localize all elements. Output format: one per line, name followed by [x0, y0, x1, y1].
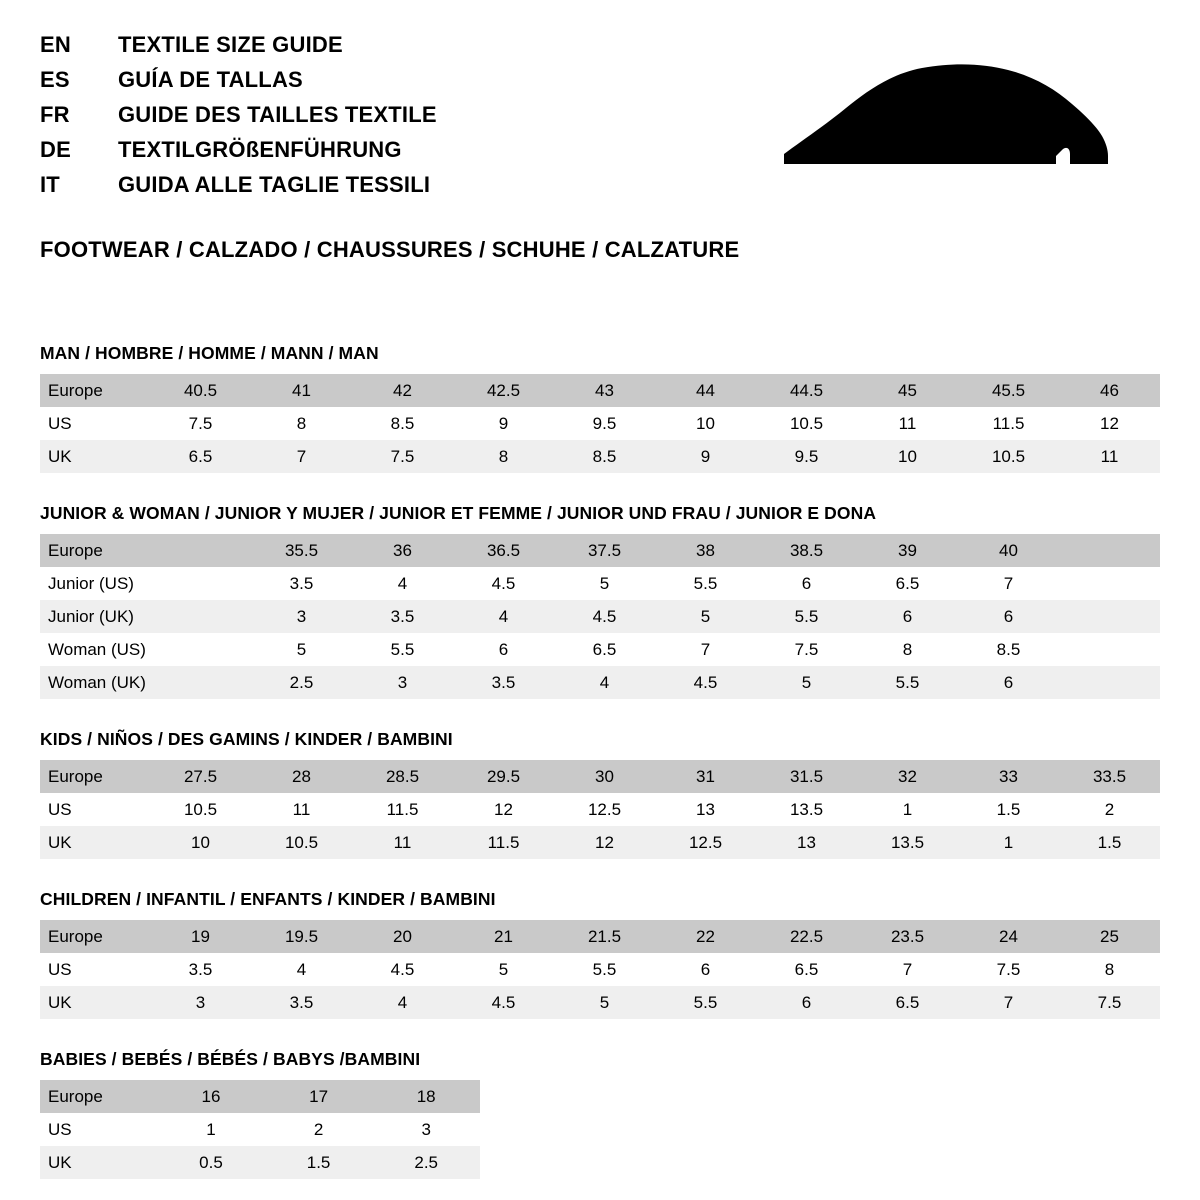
cell: 11.5: [352, 793, 453, 826]
cell: 31.5: [756, 760, 857, 793]
cell: [1059, 633, 1160, 666]
cell: 1: [958, 826, 1059, 859]
cell: 10: [857, 440, 958, 473]
cell: 8.5: [958, 633, 1059, 666]
language-title: TEXTILGRÖßENFÜHRUNG: [118, 137, 402, 162]
cell: 12.5: [554, 793, 655, 826]
row-label: US: [40, 1113, 157, 1146]
cell: 3.5: [453, 666, 554, 699]
section-title: KIDS / NIÑOS / DES GAMINS / KINDER / BAMBINI: [40, 729, 453, 749]
row-label: UK: [40, 440, 150, 473]
cell: 12: [453, 793, 554, 826]
cell: 4.5: [453, 986, 554, 1019]
cell: 5.5: [756, 600, 857, 633]
cell: 46: [1059, 374, 1160, 407]
section-junior-woman: [40, 503, 1160, 699]
row-label: UK: [40, 986, 150, 1019]
cell: 5: [655, 600, 756, 633]
table-row: [40, 666, 1160, 699]
cell: 9: [453, 407, 554, 440]
table-row: [40, 1113, 480, 1146]
language-code: DE: [40, 137, 71, 162]
row-label: Woman (UK): [40, 666, 150, 699]
cell: 40.5: [150, 374, 251, 407]
size-table-man: [40, 374, 1160, 473]
language-row: [40, 104, 437, 126]
cell: 11: [352, 826, 453, 859]
cell: 23.5: [857, 920, 958, 953]
cell: 22: [655, 920, 756, 953]
language-title: GUÍA DE TALLAS: [118, 67, 303, 92]
row-label: Europe: [40, 1080, 157, 1113]
cell: 8.5: [352, 407, 453, 440]
cell: 2.5: [251, 666, 352, 699]
language-title: GUIDA ALLE TAGLIE TESSILI: [118, 172, 431, 197]
row-label: US: [40, 953, 150, 986]
cell: 4: [554, 666, 655, 699]
table-row: [40, 986, 1160, 1019]
section-children: [40, 889, 1160, 1019]
cell: 11.5: [453, 826, 554, 859]
cell: 12.5: [655, 826, 756, 859]
cell: 5.5: [857, 666, 958, 699]
table-row: [40, 600, 1160, 633]
cell: 20: [352, 920, 453, 953]
table-row: [40, 953, 1160, 986]
cell: 43: [554, 374, 655, 407]
cell: 5.5: [352, 633, 453, 666]
footwear-heading: FOOTWEAR / CALZADO / CHAUSSURES / SCHUHE / CALZATURE: [40, 237, 740, 262]
cell: 6.5: [857, 567, 958, 600]
cell: 35.5: [251, 534, 352, 567]
cell: [150, 600, 251, 633]
cell: 3.5: [352, 600, 453, 633]
cell: 7: [958, 567, 1059, 600]
cell: 38: [655, 534, 756, 567]
cell: 8: [1059, 953, 1160, 986]
cell: 5: [251, 633, 352, 666]
table-row: [40, 534, 1160, 567]
cell: 4.5: [352, 953, 453, 986]
cell: 3.5: [251, 986, 352, 1019]
cell: 30: [554, 760, 655, 793]
cell: 11.5: [958, 407, 1059, 440]
cell: 8: [453, 440, 554, 473]
cell: 11: [251, 793, 352, 826]
cell: 38.5: [756, 534, 857, 567]
cell: 13: [756, 826, 857, 859]
cell: 33.5: [1059, 760, 1160, 793]
cell: 6: [453, 633, 554, 666]
cell: 10.5: [251, 826, 352, 859]
cell: [1059, 666, 1160, 699]
cell: 6: [756, 567, 857, 600]
cell: 1: [857, 793, 958, 826]
cell: 10.5: [756, 407, 857, 440]
cell: 4.5: [655, 666, 756, 699]
section-title: BABIES / BEBÉS / BÉBÉS / BABYS /BAMBINI: [40, 1049, 421, 1069]
cell: 6.5: [857, 986, 958, 1019]
section-title: JUNIOR & WOMAN / JUNIOR Y MUJER / JUNIOR ET FEMME / JUNIOR UND FRAU / JUNIOR E DONA: [40, 503, 877, 523]
cell: 2: [1059, 793, 1160, 826]
cell: 11: [1059, 440, 1160, 473]
cell: 7: [857, 953, 958, 986]
section-babies: [40, 1049, 1160, 1179]
cell: 28: [251, 760, 352, 793]
cell: [1059, 534, 1160, 567]
cell: 6: [756, 986, 857, 1019]
section-title: CHILDREN / INFANTIL / ENFANTS / KINDER / BAMBINI: [40, 889, 496, 909]
language-title: GUIDE DES TAILLES TEXTILE: [118, 102, 437, 127]
language-code: IT: [40, 172, 60, 197]
size-table-kids: [40, 760, 1160, 859]
table-row: [40, 407, 1160, 440]
section-kids: [40, 729, 1160, 859]
cell: 12: [1059, 407, 1160, 440]
cell: 0.5: [157, 1146, 265, 1179]
row-label: US: [40, 407, 150, 440]
shoe-illustration: [760, 62, 1120, 182]
table-row: [40, 633, 1160, 666]
row-label: UK: [40, 826, 150, 859]
language-row: [40, 34, 437, 56]
language-row: [40, 139, 437, 161]
cell: 6.5: [150, 440, 251, 473]
size-table-junior-woman: [40, 534, 1160, 699]
cell: 6: [857, 600, 958, 633]
cell: 1.5: [265, 1146, 373, 1179]
row-label: Europe: [40, 920, 150, 953]
cell: 5: [756, 666, 857, 699]
cell: 1.5: [1059, 826, 1160, 859]
cell: 13.5: [857, 826, 958, 859]
cell: 18: [372, 1080, 480, 1113]
table-row: [40, 440, 1160, 473]
cell: 3: [150, 986, 251, 1019]
cell: 3: [372, 1113, 480, 1146]
cell: 33: [958, 760, 1059, 793]
cell: 4: [352, 986, 453, 1019]
cell: 11: [857, 407, 958, 440]
cell: 4: [251, 953, 352, 986]
size-table-children: [40, 920, 1160, 1019]
cell: 5: [554, 567, 655, 600]
row-label: Junior (UK): [40, 600, 150, 633]
cell: 42: [352, 374, 453, 407]
cell: 5.5: [655, 986, 756, 1019]
cell: [150, 534, 251, 567]
language-row: [40, 174, 437, 196]
cell: 10: [655, 407, 756, 440]
cell: 41: [251, 374, 352, 407]
cell: 45: [857, 374, 958, 407]
cell: [150, 567, 251, 600]
cell: 3.5: [150, 953, 251, 986]
table-row: [40, 920, 1160, 953]
cell: 13.5: [756, 793, 857, 826]
table-row: [40, 826, 1160, 859]
cell: 24: [958, 920, 1059, 953]
cell: 9.5: [756, 440, 857, 473]
cell: 5.5: [554, 953, 655, 986]
table-row: [40, 374, 1160, 407]
cell: 3: [352, 666, 453, 699]
cell: [150, 633, 251, 666]
language-code: ES: [40, 67, 70, 92]
cell: 7.5: [352, 440, 453, 473]
table-row: [40, 567, 1160, 600]
cell: 7.5: [756, 633, 857, 666]
cell: 7: [958, 986, 1059, 1019]
cell: 12: [554, 826, 655, 859]
cell: 8.5: [554, 440, 655, 473]
cell: [1059, 600, 1160, 633]
cell: 6.5: [554, 633, 655, 666]
cell: 5: [453, 953, 554, 986]
cell: 3: [251, 600, 352, 633]
cell: 45.5: [958, 374, 1059, 407]
cell: 1.5: [958, 793, 1059, 826]
row-label: Woman (US): [40, 633, 150, 666]
cell: 22.5: [756, 920, 857, 953]
cell: 10.5: [150, 793, 251, 826]
cell: 5: [554, 986, 655, 1019]
cell: 13: [655, 793, 756, 826]
cell: 4.5: [453, 567, 554, 600]
cell: 7: [655, 633, 756, 666]
cell: 1: [157, 1113, 265, 1146]
dress-shoe-icon: [770, 62, 1110, 182]
cell: 7.5: [1059, 986, 1160, 1019]
cell: 19: [150, 920, 251, 953]
cell: 39: [857, 534, 958, 567]
cell: 6: [958, 600, 1059, 633]
cell: 7: [251, 440, 352, 473]
cell: 27.5: [150, 760, 251, 793]
cell: 4: [453, 600, 554, 633]
cell: 37.5: [554, 534, 655, 567]
cell: 42.5: [453, 374, 554, 407]
table-row: [40, 1146, 480, 1179]
section-title: MAN / HOMBRE / HOMME / MANN / MAN: [40, 343, 379, 363]
cell: 21.5: [554, 920, 655, 953]
cell: 4: [352, 567, 453, 600]
cell: 2.5: [372, 1146, 480, 1179]
cell: 17: [265, 1080, 373, 1113]
cell: 8: [251, 407, 352, 440]
section-man: [40, 343, 1160, 473]
language-code: FR: [40, 102, 70, 127]
cell: 40: [958, 534, 1059, 567]
language-list: [40, 34, 437, 209]
cell: 28.5: [352, 760, 453, 793]
cell: 32: [857, 760, 958, 793]
cell: 44: [655, 374, 756, 407]
cell: 6: [958, 666, 1059, 699]
cell: 9.5: [554, 407, 655, 440]
table-row: [40, 793, 1160, 826]
cell: 5.5: [655, 567, 756, 600]
cell: 19.5: [251, 920, 352, 953]
cell: 6.5: [756, 953, 857, 986]
cell: 31: [655, 760, 756, 793]
cell: [1059, 567, 1160, 600]
cell: [150, 666, 251, 699]
page-header: [40, 34, 1160, 209]
language-code: EN: [40, 32, 71, 57]
cell: 36.5: [453, 534, 554, 567]
cell: 6: [655, 953, 756, 986]
language-title: TEXTILE SIZE GUIDE: [118, 32, 343, 57]
size-sections: [40, 343, 1160, 1179]
row-label: Europe: [40, 374, 150, 407]
cell: 3.5: [251, 567, 352, 600]
table-row: [40, 760, 1160, 793]
cell: 8: [857, 633, 958, 666]
row-label: Junior (US): [40, 567, 150, 600]
size-table-babies: [40, 1080, 480, 1179]
row-label: US: [40, 793, 150, 826]
cell: 7.5: [150, 407, 251, 440]
language-row: [40, 69, 437, 91]
cell: 36: [352, 534, 453, 567]
cell: 21: [453, 920, 554, 953]
cell: 7.5: [958, 953, 1059, 986]
cell: 9: [655, 440, 756, 473]
table-row: [40, 1080, 480, 1113]
cell: 2: [265, 1113, 373, 1146]
cell: 4.5: [554, 600, 655, 633]
cell: 25: [1059, 920, 1160, 953]
row-label: Europe: [40, 760, 150, 793]
cell: 44.5: [756, 374, 857, 407]
row-label: UK: [40, 1146, 157, 1179]
row-label: Europe: [40, 534, 150, 567]
cell: 10.5: [958, 440, 1059, 473]
cell: 10: [150, 826, 251, 859]
cell: 16: [157, 1080, 265, 1113]
cell: 29.5: [453, 760, 554, 793]
